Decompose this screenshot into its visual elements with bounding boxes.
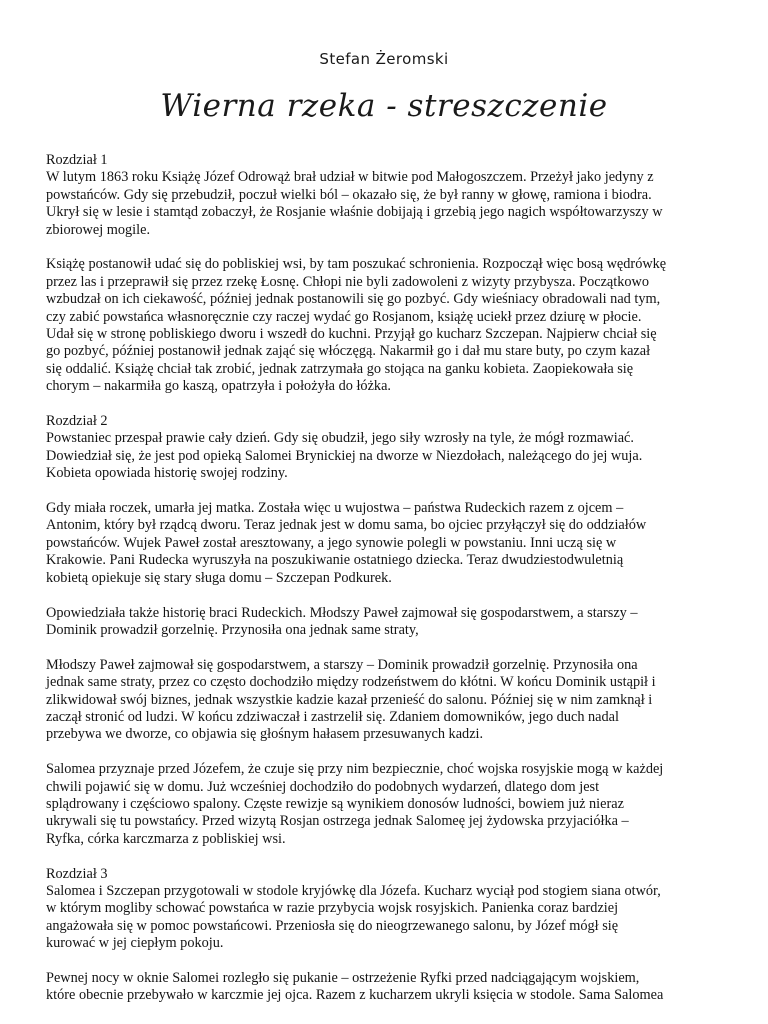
text-line: w którym mogliby schować powstańca w razie przybycia wojsk rosyjskich. Panienka coraz bardziej: [46, 900, 619, 917]
text-line: Rozdział 2: [46, 413, 108, 430]
text-line: chwili pojawić się w domu. Już wcześniej dochodziło do podobnych wydarzeń, dlatego dom jest: [46, 778, 600, 795]
text-line: Dowiedział się, że jest pod opieką Salomei Brynickiej na dworze w Niezdołach, należącego do jej wuja.: [46, 447, 643, 464]
text-line: zbiorowej mogile.: [46, 221, 151, 238]
text-line: splądrowany i częściowo spalony. Częste rewizje są wynikiem donosów ludności, bowiem już nieraz: [46, 795, 624, 812]
paragraph: [46, 761, 724, 848]
paragraph: [46, 413, 724, 483]
text-line: angażowała się w pomoc powstańcowi. Przeniosła się do nieogrzewanego salonu, by Józef mógł się: [46, 917, 619, 934]
text-line: Rozdział 1: [46, 152, 108, 168]
text-line: Krakowie. Pani Rudecka wyruszyła na poszukiwanie ostatniego dziecka. Teraz dwudziestodwuletnią: [46, 552, 624, 569]
text-line: W lutym 1863 roku Książę Józef Odrowąż brał udział w bitwie pod Małogoszczem. Przeżył jako jedyny z: [46, 169, 654, 186]
author-name: Stefan Żeromski: [319, 50, 449, 68]
text-line: Salomea i Szczepan przygotowali w stodole kryjówkę dla Józefa. Kucharz wyciął pod stogiem siana otwór,: [46, 882, 661, 899]
document-body: [46, 152, 724, 1022]
text-line: które obecnie przebywało w karczmie jej ojca. Razem z kucharzem ukryli księcia w stodole. Sama Salomea: [46, 987, 664, 1004]
text-line: Udał się w stronę pobliskiego dworu i wszedł do kuchni. Przyjął go kucharz Szczepan. Najpierw chciał się: [46, 326, 657, 343]
text-line: Ukrył się w lesie i stamtąd zobaczył, że Rosjanie właśnie dobijają i grzebią jego nagich współtowarzyszy w: [46, 204, 663, 221]
text-line: wzbudzał on ich ciekawość, później jednak postanowili się go pozbyć. Gdy wieśniacy obradowali nad tym,: [46, 291, 661, 308]
text-line: Opowiedziała także historię braci Rudeckich. Młodszy Paweł zajmował się gospodarstwem, a starszy –: [46, 604, 638, 621]
text-line: Ryfka, córka karczmarza z pobliskiej wsi.: [46, 830, 286, 847]
text-line: Antonim, który był rządcą dworu. Teraz jednak jest w domu sama, bo ojciec przyłączył się do oddziałów: [46, 517, 647, 534]
paragraph: [46, 970, 724, 1005]
text-line: zaczął stronić od ludzi. W końcu zdziwaczał i zastrzelił się. Zdaniem domowników, jego duch nadal: [46, 708, 619, 725]
text-line: Salomea przyznaje przed Józefem, że czuje się przy nim bezpiecznie, choć wojska rosyjskie mogą w każdej: [46, 761, 664, 778]
text-line: go pozbyć, później postanowił jednak zająć się włóczęgą. Nakarmił go i dał mu stare buty, po czym kazał: [46, 343, 651, 360]
text-line: chorym – nakarmiła go kaszą, opatrzyła i położyła do łóżka.: [46, 378, 391, 395]
text-line: Kobieta opowiada historię swojej rodziny.: [46, 465, 288, 482]
paragraph: [46, 152, 724, 239]
document-title: Wierna rzeka - streszczenie: [160, 88, 608, 124]
paragraph: [46, 500, 724, 587]
paragraph: [46, 657, 724, 744]
text-line: jednak same straty, przez co często dochodziło między rodzeństwem do kłótni. W końcu Dominik ustąpił i: [46, 674, 656, 691]
text-line: powstańców. Wujek Paweł został aresztowany, a jego synowie polegli w powstaniu. Inni uczą się w: [46, 534, 617, 551]
text-line: Dominik prowadził gorzelnię. Przynosiła ona jednak same straty,: [46, 621, 419, 638]
text-line: Książę postanowił udać się do pobliskiej wsi, by tam poszukać schronienia. Rozpoczął więc bosą wędrówkę: [46, 256, 667, 273]
paragraph: [46, 256, 724, 395]
text-line: Pewnej nocy w oknie Salomei rozległo się pukanie – ostrzeżenie Ryfki przed nadciągającym wojskiem,: [46, 969, 640, 986]
paragraph: [46, 605, 724, 640]
text-line: się oddalić. Książę chciał tak zrobić, jednak zatrzymała go stojąca na ganku kobieta. Zaopiekowała się: [46, 360, 634, 377]
text-line: czy zabić powstańca własnoręcznie czy raczej wydać go Rosjanom, książę uciekł przez dziurę w płocie.: [46, 308, 642, 325]
text-line: powstańców. Gdy się przebudził, poczuł wielki ból – okazało się, że był ranny w głowę, ramiona i biodra.: [46, 186, 652, 203]
paragraph: [46, 866, 724, 953]
text-line: kobietą opiekuje się stary sługa domu – Szczepan Podkurek.: [46, 569, 392, 586]
text-line: Rozdział 3: [46, 865, 108, 882]
text-line: przez las i przeprawił się przez rzekę Łosnę. Chłopi nie byli zadowoleni z wizyty przybysza. Początkowo: [46, 273, 650, 290]
text-line: Powstaniec przespał prawie cały dzień. Gdy się obudził, jego siły wzrosły na tyle, że mógł rozmawiać.: [46, 430, 634, 447]
text-line: Młodszy Paweł zajmował się gospodarstwem, a starszy – Dominik prowadził gorzelnię. Przynosiła ona: [46, 656, 638, 673]
text-line: Gdy miała roczek, umarła jej matka. Została więc u wujostwa – państwa Rudeckich razem z ojcem –: [46, 500, 624, 517]
text-line: przebywa we dworze, co objawia się głośnym hałasem przesuwanych kadzi.: [46, 726, 484, 743]
text-line: ukrywali się tu powstańcy. Przed wizytą Rosjan ostrzega jednak Salomeę jej żydowska przyjaciółka –: [46, 813, 629, 830]
text-line: kurować w jej ciepłym pokoju.: [46, 935, 224, 952]
text-line: zlikwidował swój biznes, jednak wszystkie kadzie kazał przenieść do salonu. Później się w nim zamknął i: [46, 691, 653, 708]
